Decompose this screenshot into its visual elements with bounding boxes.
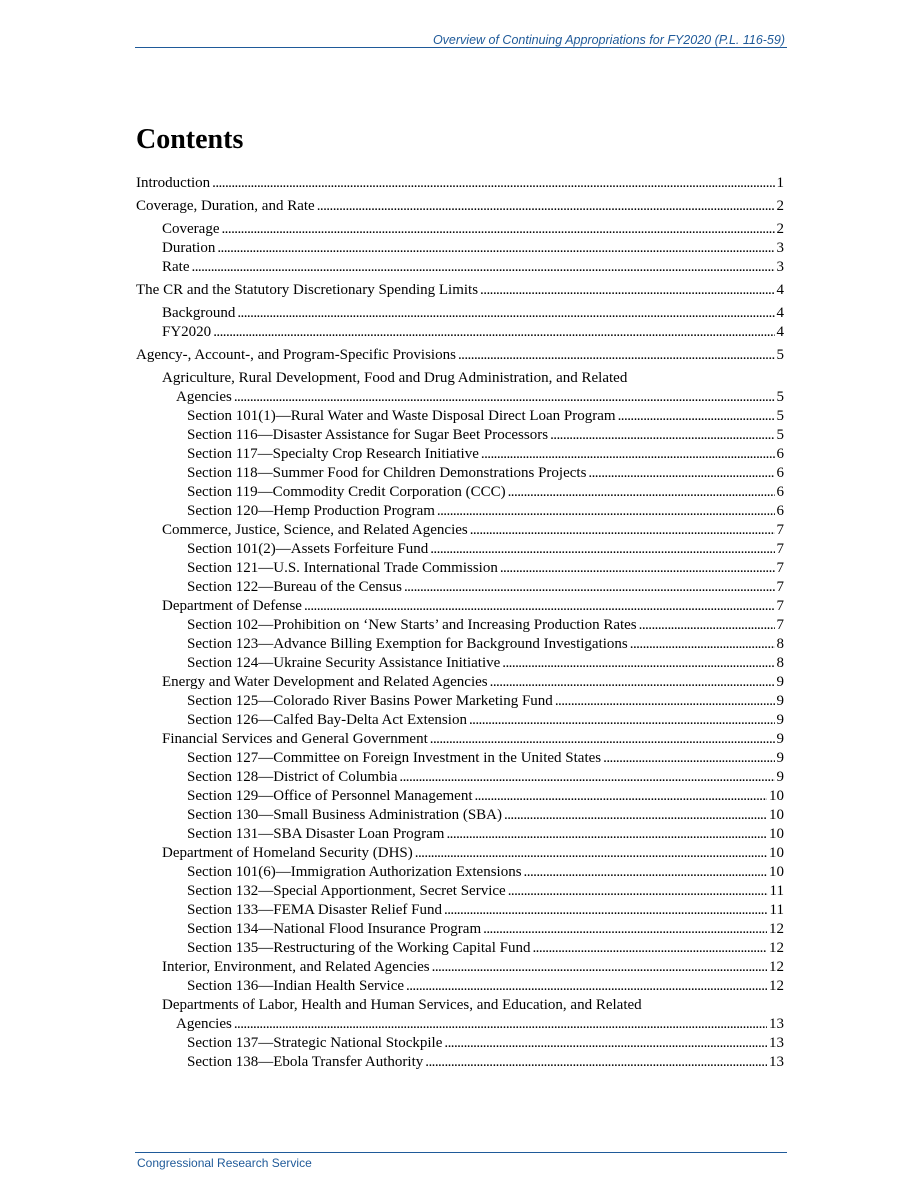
toc-entry[interactable] — [136, 882, 784, 901]
dot-leader — [212, 174, 774, 193]
dot-leader — [588, 464, 774, 483]
dot-leader — [437, 502, 775, 521]
toc-entry[interactable] — [136, 220, 784, 239]
dot-leader — [458, 346, 775, 365]
toc-entry[interactable] — [136, 958, 784, 977]
toc-entry-text: Background — [162, 305, 236, 321]
toc-page-number: 9 — [776, 731, 784, 747]
toc-entry-text: Section 132—Special Apportionment, Secret Service — [187, 883, 506, 899]
toc-page-number: 13 — [769, 1054, 784, 1070]
toc-entry[interactable] — [136, 787, 784, 806]
dot-leader — [470, 521, 775, 540]
dot-leader — [500, 559, 775, 578]
toc-entry-text: Section 126—Calfed Bay-Delta Act Extension — [187, 712, 467, 728]
toc-page-number: 5 — [776, 347, 784, 363]
toc-page-number: 9 — [776, 712, 784, 728]
toc-page-number: 7 — [776, 560, 784, 576]
toc-entry-text: Section 101(6)—Immigration Authorization Extensions — [187, 864, 522, 880]
toc-page-number: 13 — [769, 1035, 784, 1051]
toc-entry[interactable] — [136, 502, 784, 521]
dot-leader — [304, 597, 775, 616]
toc-entry-text: Section 119—Commodity Credit Corporation (CCC) — [187, 484, 506, 500]
toc-page-number: 7 — [776, 541, 784, 557]
dot-leader — [446, 825, 767, 844]
toc-entry-text: Section 134—National Flood Insurance Program — [187, 921, 482, 937]
dot-leader — [474, 787, 767, 806]
toc-entry-text: Section 130—Small Business Administration (SBA) — [187, 807, 503, 823]
toc-page-number: 7 — [776, 579, 784, 595]
toc-page-number: 12 — [769, 959, 784, 975]
dot-leader — [639, 616, 775, 635]
toc-entry[interactable] — [136, 540, 784, 559]
toc-entry-text: Interior, Environment, and Related Agencies — [162, 959, 430, 975]
toc-entry[interactable] — [136, 844, 784, 863]
dot-leader — [192, 258, 775, 277]
dot-leader — [502, 654, 774, 673]
toc-entry[interactable] — [136, 825, 784, 844]
toc-entry[interactable] — [136, 483, 784, 502]
toc-entry[interactable] — [136, 692, 784, 711]
toc-entry-text: Agriculture, Rural Development, Food and Drug Administration, and Related — [162, 370, 628, 386]
toc-entry[interactable] — [136, 863, 784, 882]
toc-page-number: 11 — [769, 883, 784, 899]
toc-entry-text: Section 135—Restructuring of the Working Capital Fund — [187, 940, 531, 956]
toc-page-number: 9 — [776, 769, 784, 785]
toc-page-number: 8 — [776, 636, 784, 652]
dot-leader — [555, 692, 775, 711]
footer-rule — [135, 1152, 787, 1153]
page-title: Contents — [136, 124, 244, 155]
running-header: Overview of Continuing Appropriations for FY2020 (P.L. 116-59) — [432, 33, 785, 47]
toc-entry-text: Agency-, Account-, and Program-Specific Provisions — [136, 347, 456, 363]
dot-leader — [432, 958, 767, 977]
toc-entry[interactable] — [136, 464, 784, 483]
header-rule — [135, 47, 787, 48]
dot-leader — [430, 730, 775, 749]
dot-leader — [630, 635, 775, 654]
toc-entry-continuation: Agencies — [176, 389, 232, 405]
toc-entry-text: Section 131—SBA Disaster Loan Program — [187, 826, 445, 842]
toc-entry[interactable] — [136, 174, 784, 193]
toc-page-number: 4 — [776, 282, 784, 298]
toc-entry-text: Coverage — [162, 221, 220, 237]
toc-entry-text: Section 118—Summer Food for Children Demonstrations Projects — [187, 465, 587, 481]
toc-entry[interactable] — [136, 1053, 784, 1072]
toc-entry[interactable] — [136, 711, 784, 730]
toc-entry-text: Section 120—Hemp Production Program — [187, 503, 435, 519]
toc-entry-text: Commerce, Justice, Science, and Related Agencies — [162, 522, 468, 538]
toc-entry[interactable] — [136, 635, 784, 654]
toc-entry[interactable] — [136, 521, 784, 540]
dot-leader — [444, 1034, 767, 1053]
toc-page-number: 7 — [776, 598, 784, 614]
dot-leader — [430, 540, 774, 559]
dot-leader — [490, 673, 775, 692]
dot-leader — [317, 197, 775, 216]
toc-entry-text: Department of Homeland Security (DHS) — [162, 845, 413, 861]
toc-entry[interactable] — [136, 304, 784, 323]
toc-page-number: 6 — [776, 446, 784, 462]
table-of-contents — [136, 174, 784, 1072]
toc-page-number: 8 — [776, 655, 784, 671]
dot-leader — [399, 768, 774, 787]
dot-leader — [406, 977, 767, 996]
toc-entry[interactable] — [136, 1034, 784, 1053]
dot-leader — [217, 239, 774, 258]
toc-entry-text: Introduction — [136, 175, 211, 191]
toc-entry-text: Section 121—U.S. International Trade Commission — [187, 560, 498, 576]
toc-entry-text: The CR and the Statutory Discretionary Spending Limits — [136, 282, 479, 298]
toc-page-number: 7 — [776, 617, 784, 633]
toc-entry[interactable] — [136, 730, 784, 749]
toc-entry[interactable] — [136, 939, 784, 958]
toc-page-number: 12 — [769, 978, 784, 994]
toc-entry[interactable] — [136, 445, 784, 464]
toc-entry-text: Section 116—Disaster Assistance for Sugar Beet Processors — [187, 427, 549, 443]
toc-page-number: 11 — [769, 902, 784, 918]
toc-page-number: 10 — [769, 826, 784, 842]
toc-entry-text: Section 137—Strategic National Stockpile — [187, 1035, 443, 1051]
toc-page-number: 10 — [769, 788, 784, 804]
dot-leader — [221, 220, 774, 239]
toc-entry[interactable] — [136, 239, 784, 258]
toc-entry[interactable] — [136, 920, 784, 939]
toc-entry[interactable] — [136, 323, 784, 342]
toc-page-number: 9 — [776, 674, 784, 690]
toc-entry-text: Section 122—Bureau of the Census — [187, 579, 402, 595]
dot-leader — [603, 749, 774, 768]
toc-entry[interactable] — [136, 996, 784, 1034]
toc-entry-text: Section 138—Ebola Transfer Authority — [187, 1054, 424, 1070]
toc-page-number: 3 — [776, 240, 784, 256]
toc-page-number: 12 — [769, 921, 784, 937]
toc-page-number: 6 — [776, 503, 784, 519]
toc-entry-text: Section 125—Colorado River Basins Power Marketing Fund — [187, 693, 553, 709]
toc-page-number: 5 — [776, 389, 784, 405]
toc-entry[interactable] — [136, 806, 784, 825]
toc-entry[interactable] — [136, 258, 784, 277]
toc-page-number: 9 — [776, 750, 784, 766]
toc-page-number: 10 — [769, 864, 784, 880]
dot-leader — [481, 445, 775, 464]
toc-entry[interactable] — [136, 559, 784, 578]
toc-entry[interactable] — [136, 616, 784, 635]
dot-leader — [444, 901, 768, 920]
toc-entry[interactable] — [136, 901, 784, 920]
dot-leader — [234, 388, 775, 407]
dot-leader — [237, 304, 774, 323]
dot-leader — [234, 1015, 767, 1034]
dot-leader — [483, 920, 767, 939]
toc-entry-text: Financial Services and General Government — [162, 731, 428, 747]
toc-entry-text: FY2020 — [162, 324, 212, 340]
toc-page-number: 4 — [776, 324, 784, 340]
toc-entry-text: Duration — [162, 240, 216, 256]
toc-page-number: 2 — [776, 198, 784, 214]
dot-leader — [404, 578, 775, 597]
toc-entry[interactable] — [136, 369, 784, 407]
toc-entry-text: Section 101(2)—Assets Forfeiture Fund — [187, 541, 429, 557]
toc-page-number: 3 — [776, 259, 784, 275]
toc-page-number: 10 — [769, 845, 784, 861]
toc-page-number: 2 — [776, 221, 784, 237]
dot-leader — [425, 1053, 767, 1072]
toc-entry-text: Coverage, Duration, and Rate — [136, 198, 315, 214]
toc-entry-text: Rate — [162, 259, 190, 275]
toc-entry-continuation: Agencies — [176, 1016, 232, 1032]
toc-entry-text: Section 124—Ukraine Security Assistance Initiative — [187, 655, 501, 671]
toc-entry-text: Section 117—Specialty Crop Research Initiative — [187, 446, 479, 462]
toc-page-number: 6 — [776, 465, 784, 481]
toc-entry[interactable] — [136, 768, 784, 787]
toc-entry[interactable] — [136, 426, 784, 445]
dot-leader — [213, 323, 774, 342]
toc-entry[interactable] — [136, 578, 784, 597]
dot-leader — [508, 882, 768, 901]
toc-entry-text: Section 127—Committee on Foreign Investment in the United States — [187, 750, 602, 766]
toc-page-number: 1 — [776, 175, 784, 191]
toc-page-number: 7 — [776, 522, 784, 538]
dot-leader — [415, 844, 767, 863]
toc-page-number: 6 — [776, 484, 784, 500]
dot-leader — [508, 483, 775, 502]
toc-entry-text: Section 102—Prohibition on ‘New Starts’ and Increasing Production Rates — [187, 617, 637, 633]
toc-entry[interactable] — [136, 597, 784, 616]
toc-entry-text: Section 136—Indian Health Service — [187, 978, 405, 994]
dot-leader — [480, 281, 774, 300]
toc-entry[interactable] — [136, 673, 784, 692]
toc-entry[interactable] — [136, 977, 784, 996]
toc-entry-text: Energy and Water Development and Related Agencies — [162, 674, 488, 690]
toc-entry[interactable] — [136, 654, 784, 673]
toc-entry[interactable] — [136, 407, 784, 426]
toc-page-number: 10 — [769, 807, 784, 823]
dot-leader — [504, 806, 767, 825]
dot-leader — [469, 711, 775, 730]
toc-page-number: 5 — [776, 427, 784, 443]
dot-leader — [550, 426, 774, 445]
toc-page-number: 4 — [776, 305, 784, 321]
toc-page-number: 5 — [776, 408, 784, 424]
toc-page-number: 9 — [776, 693, 784, 709]
toc-entry-text: Section 101(1)—Rural Water and Waste Disposal Direct Loan Program — [187, 408, 616, 424]
dot-leader — [618, 407, 775, 426]
dot-leader — [524, 863, 767, 882]
dot-leader — [532, 939, 767, 958]
toc-entry[interactable] — [136, 197, 784, 216]
toc-entry-text: Department of Defense — [162, 598, 302, 614]
toc-entry[interactable] — [136, 346, 784, 365]
footer-source: Congressional Research Service — [137, 1156, 312, 1170]
toc-entry-text: Section 133—FEMA Disaster Relief Fund — [187, 902, 442, 918]
toc-entry[interactable] — [136, 749, 784, 768]
toc-entry-text: Section 128—District of Columbia — [187, 769, 398, 785]
toc-entry-text: Section 129—Office of Personnel Management — [187, 788, 473, 804]
toc-page-number: 13 — [769, 1016, 784, 1032]
toc-entry[interactable] — [136, 281, 784, 300]
toc-entry-text: Departments of Labor, Health and Human Services, and Education, and Related — [162, 997, 642, 1013]
toc-entry-text: Section 123—Advance Billing Exemption for Background Investigations — [187, 636, 628, 652]
toc-page-number: 12 — [769, 940, 784, 956]
